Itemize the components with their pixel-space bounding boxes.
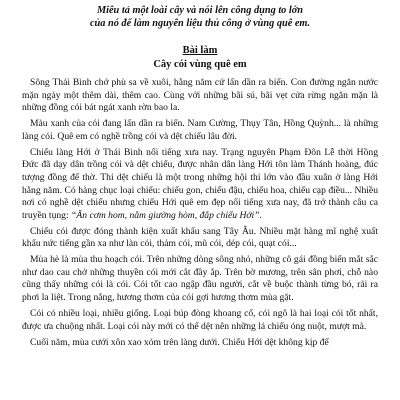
paragraph-1: Sông Thái Bình chở phù sa về xuôi, hằng năm cứ lấn dần ra biển. Con đường ngăn nước mặn ngày một thêm dài, thêm cao. Cùng với những bãi sú, bãi vẹt cửa rừng ngăn mặn là những đồng cói bát ngát xanh rờn bao la. bbox=[22, 77, 378, 114]
paragraph-3-text: Chiếu làng Hới ở Thái Bình nổi tiếng xưa nay. Trạng nguyên Phạm Đôn Lễ thời Hồng Đức đã dạy dân trồng cói và dệt chiếu, được nhân dân làng Hới tôn làm Thánh hoàng, đúc tượng đồng để thờ. Thi dệt chiếu là một trong những hội thi lớn vào đầu xuân ở làng Hới hằng năm. Có hàng chục loại chiếu: chiếu gon, chiếu đậu, chiếu hoa, chiếu cạp điều... Nhiều nơi có nghề dệt chiếu nhưng chiếu Hới quê em đẹp nổi tiếng xưa nay, đã trở thành câu ca truyền tụng: bbox=[22, 146, 378, 221]
paragraph-7: Cuối năm, mùa cưới xôn xao xóm trên làng dưới. Chiếu Hới dệt không kịp để bbox=[30, 336, 329, 348]
section-heading: Bài làm bbox=[182, 45, 218, 56]
essay-prompt bbox=[18, 4, 382, 30]
essay-body bbox=[22, 77, 378, 349]
paragraph-3 bbox=[22, 147, 378, 223]
paragraph-2: Màu xanh của cói đang lấn dần ra biển. Nam Cường, Thụy Tân, Hồng Quỳnh... là những làng cói. Quê em có nghề trồng cói và dệt chiếu lâu đời. bbox=[22, 118, 378, 142]
paragraph-4: Chiếu cói được đóng thành kiện xuất khẩu sang Tây Âu. Nhiều mặt hàng mĩ nghệ xuất khẩu nức tiếng gần xa như làn cói, thảm cói, mũ cói, dép cói, quạt cói... bbox=[22, 225, 378, 250]
prompt-line-1: Miêu tả một loài cây và nói lên công dụng to lớn bbox=[96, 5, 304, 16]
essay-title: Cây cói vùng quê em bbox=[153, 59, 247, 70]
paragraph-5: Mùa hè là mùa thu hoạch cói. Trên những dòng sông nhỏ, những cô gái đồng biển mắt sắc như dao cau chở những thuyền cói mới cắt đầy ắp. Trên bờ mương, trên sân phơi, chỗ nào cũng thấy những cói là cói. Cói tốt cao ngập đầu người, cắt về buộc thành từng bó, rải ra phơi la liệt. Trong nắng, hương thơm của cói gợi hương thơm mùa gặt. bbox=[22, 254, 378, 304]
folk-saying-quote: “Ăn cơm hom, nằm giường hòm, đắp chiếu Hới”. bbox=[71, 209, 262, 221]
paragraph-6: Cói có nhiều loại, nhiều giống. Loại búp đòng khoang cổ, cói ngô là hai loại cói tốt nhất, được ưa chuộng nhất. Loại cói này mới có thể dệt nên những lá chiếu óng nuột, mượt mà. bbox=[22, 308, 378, 332]
prompt-line-2: của nó để làm nguyên liệu thủ công ở vùng quê em. bbox=[89, 18, 311, 29]
